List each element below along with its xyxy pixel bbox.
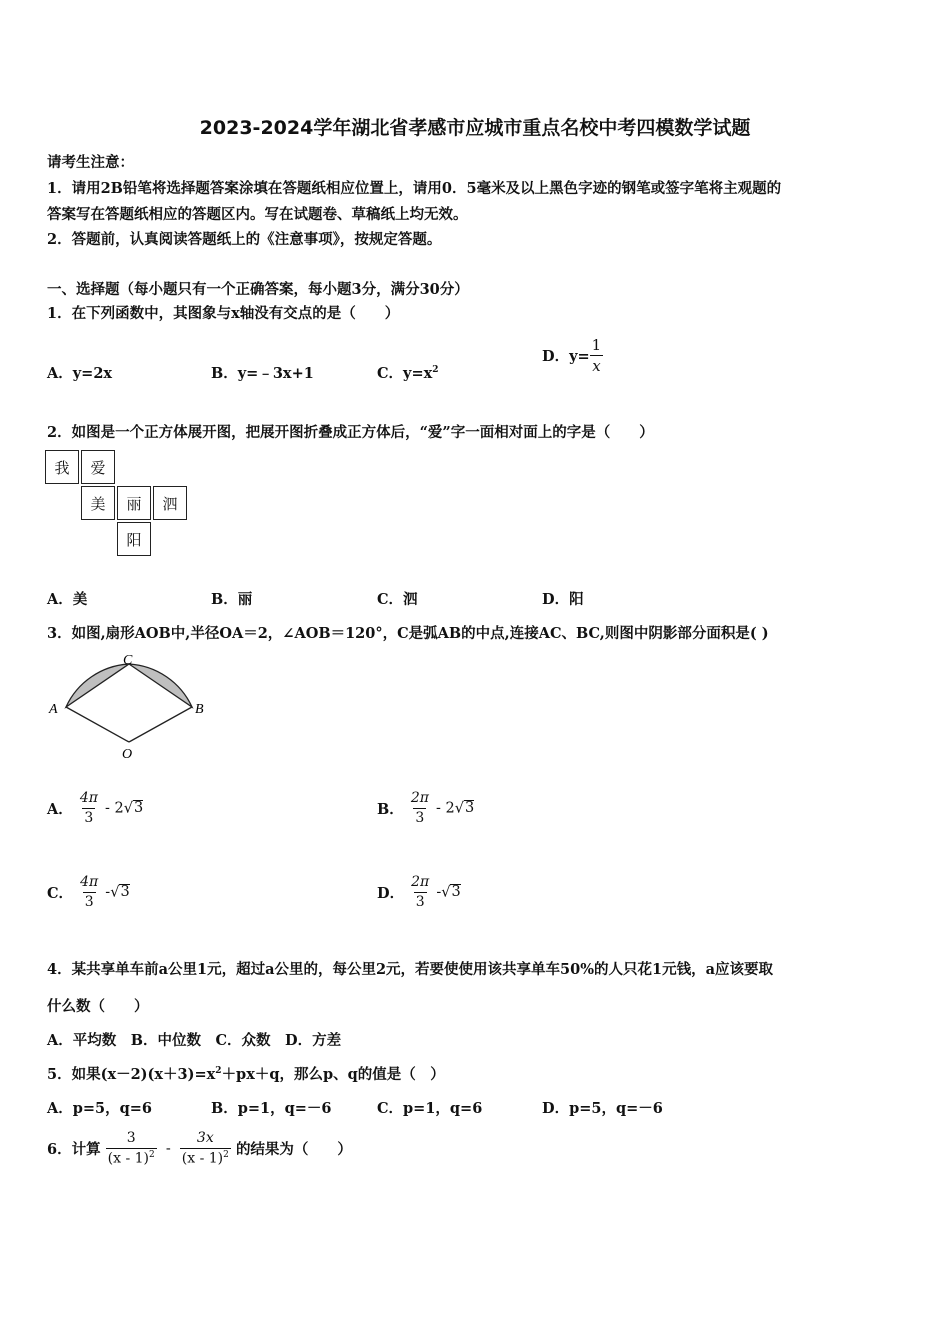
q1-option-a: A．y=2x <box>47 365 113 382</box>
label-b: B <box>195 702 204 717</box>
q5-option-a: A．p=5，q=6 <box>47 1100 153 1117</box>
q5-stem-pre: 5．如果(x－2)(x＋3)=x <box>47 1066 216 1083</box>
q3-a-fraction <box>78 790 100 827</box>
q3-d-radicand: 3 <box>451 883 461 900</box>
q2-stem: 2．如图是一个正方体展开图，把展开图折叠成正方体后，“爱”字一面相对面上的字是（ ） <box>47 424 654 441</box>
q3-option-b <box>377 790 474 827</box>
q6-suffix: 的结果为（ ） <box>235 1141 352 1159</box>
q1-option-c-exponent: 2 <box>432 365 439 376</box>
q1-option-c <box>377 362 439 383</box>
cube-cell-mei: 美 <box>81 486 115 520</box>
q3-b-fraction <box>409 790 431 827</box>
q6-fraction-1 <box>106 1130 157 1167</box>
q3-d-numerator: 2π <box>411 874 430 890</box>
notice-line-1a: 1．请用2B铅笔将选择题答案涂填在答题纸相应位置上，请用0．5毫米及以上黑色字迹的钢笔或签字笔将主观题的 <box>47 180 782 197</box>
q6-stem <box>47 1130 352 1167</box>
q3-c-numerator: 4π <box>80 874 99 890</box>
cube-net-figure <box>45 450 192 560</box>
q3-a-radicand: 3 <box>133 799 144 816</box>
q3-d-letter: D． <box>377 884 405 902</box>
q5-option-d: D．p=5，q=－6 <box>542 1100 663 1117</box>
q3-b-numerator: 2π <box>410 790 429 806</box>
radius-ob <box>129 707 192 742</box>
notice-heading: 请考生注意： <box>47 154 134 171</box>
q5-stem <box>47 1063 445 1084</box>
notice-line-2: 2．答题前，认真阅读答题纸上的《注意事项》，按规定答题。 <box>47 231 442 248</box>
q3-stem: 3．如图,扇形AOB中,半径OA＝2，∠AOB＝120°，C是弧AB的中点,连接AC、BC,则图中阴影部分面积是( ) <box>47 625 769 642</box>
q5-option-c: C．p=1，q=6 <box>377 1100 483 1117</box>
cube-cell-si: 泗 <box>153 486 187 520</box>
q3-d-fraction <box>409 874 431 911</box>
q3-b-radicand: 3 <box>464 799 475 816</box>
shaded-segment-left <box>66 664 129 707</box>
q1-option-d-prefix: D．y= <box>542 348 590 365</box>
q1-option-d <box>542 336 603 375</box>
q3-option-a <box>47 790 143 827</box>
q1-option-c-base: C．y=x <box>377 365 433 382</box>
radical-icon: √ <box>123 800 133 817</box>
q6-f2-exponent: 2 <box>223 1149 229 1160</box>
q3-c-radicand: 3 <box>120 883 130 900</box>
q3-a-tail: - 2 <box>105 800 124 817</box>
q4-stem-line-1: 4．某共享单车前a公里1元，超过a公里的，每公里2元，若要使使用该共享单车50%的人只花1元钱，a应该要取 <box>47 961 773 978</box>
q4-stem-line-2: 什么数（ ） <box>47 998 149 1015</box>
q3-option-d <box>377 874 461 911</box>
q3-b-letter: B． <box>377 800 404 818</box>
q2-option-b: B．丽 <box>211 591 253 608</box>
radical-icon: √ <box>454 800 464 817</box>
cube-cell-ai: 爱 <box>81 450 115 484</box>
q2-option-a: A．美 <box>47 591 88 608</box>
radical-icon: √ <box>110 884 120 901</box>
q1-option-d-fraction <box>590 336 604 375</box>
q6-f1-numerator: 3 <box>126 1130 136 1146</box>
q6-f2-numerator: 3x <box>196 1130 214 1146</box>
q5-stem-post: ＋px＋q，那么p、q的值是（ ） <box>221 1066 445 1083</box>
notice-line-1b: 答案写在答题纸相应的答题区内。写在试题卷、草稿纸上均无效。 <box>47 206 468 223</box>
q6-f1-exponent: 2 <box>149 1149 155 1160</box>
label-c: C <box>123 653 133 668</box>
q3-c-letter: C． <box>47 884 74 902</box>
q6-f2-denominator: (x - 1) <box>181 1150 224 1167</box>
shaded-segment-right <box>129 664 192 707</box>
q3-a-letter: A． <box>47 800 73 818</box>
q3-c-fraction <box>78 874 100 911</box>
q6-minus: - <box>165 1140 171 1157</box>
label-a: A <box>49 702 58 717</box>
label-o: O <box>122 747 133 762</box>
q5-stem-exponent: 2 <box>215 1066 222 1077</box>
radical-icon: √ <box>441 884 451 901</box>
q1-stem: 1．在下列函数中，其图象与x轴没有交点的是（ ） <box>47 305 400 322</box>
q3-c-denominator: 3 <box>84 893 94 910</box>
sector-figure <box>44 652 214 762</box>
q3-d-denominator: 3 <box>415 893 425 910</box>
cube-cell-yang: 阳 <box>117 522 151 556</box>
q2-option-c: C．泗 <box>377 591 418 608</box>
q3-b-denominator: 3 <box>415 809 425 826</box>
q6-fraction-2 <box>180 1130 231 1167</box>
section-heading: 一、选择题（每小题只有一个正确答案，每小题3分，满分30分） <box>47 281 469 298</box>
q2-option-d: D．阳 <box>542 591 584 608</box>
q1-option-b: B．y=﹣3x+1 <box>211 365 314 382</box>
cube-cell-li: 丽 <box>117 486 151 520</box>
q3-a-denominator: 3 <box>84 809 94 826</box>
q3-b-tail: - 2 <box>436 800 455 817</box>
q3-c-tail: - <box>105 884 111 901</box>
q3-option-c <box>47 874 130 911</box>
q4-options: A．平均数 B．中位数 C．众数 D．方差 <box>47 1032 342 1049</box>
page-title: 2023-2024学年湖北省孝感市应城市重点名校中考四模数学试题 <box>199 117 751 139</box>
q6-f2-denominator-wrap <box>180 1148 231 1167</box>
q3-d-tail: - <box>436 884 442 901</box>
q1-d-denominator: x <box>592 357 601 375</box>
cube-cell-wo: 我 <box>45 450 79 484</box>
radius-oa <box>66 707 129 742</box>
q6-f1-denominator: (x - 1) <box>107 1150 150 1167</box>
q6-prefix: 6．计算 <box>47 1141 101 1159</box>
q5-option-b: B．p=1，q=－6 <box>211 1100 332 1117</box>
q3-a-numerator: 4π <box>79 790 98 806</box>
q6-f1-denominator-wrap <box>106 1148 157 1167</box>
q1-d-numerator: 1 <box>591 336 602 354</box>
